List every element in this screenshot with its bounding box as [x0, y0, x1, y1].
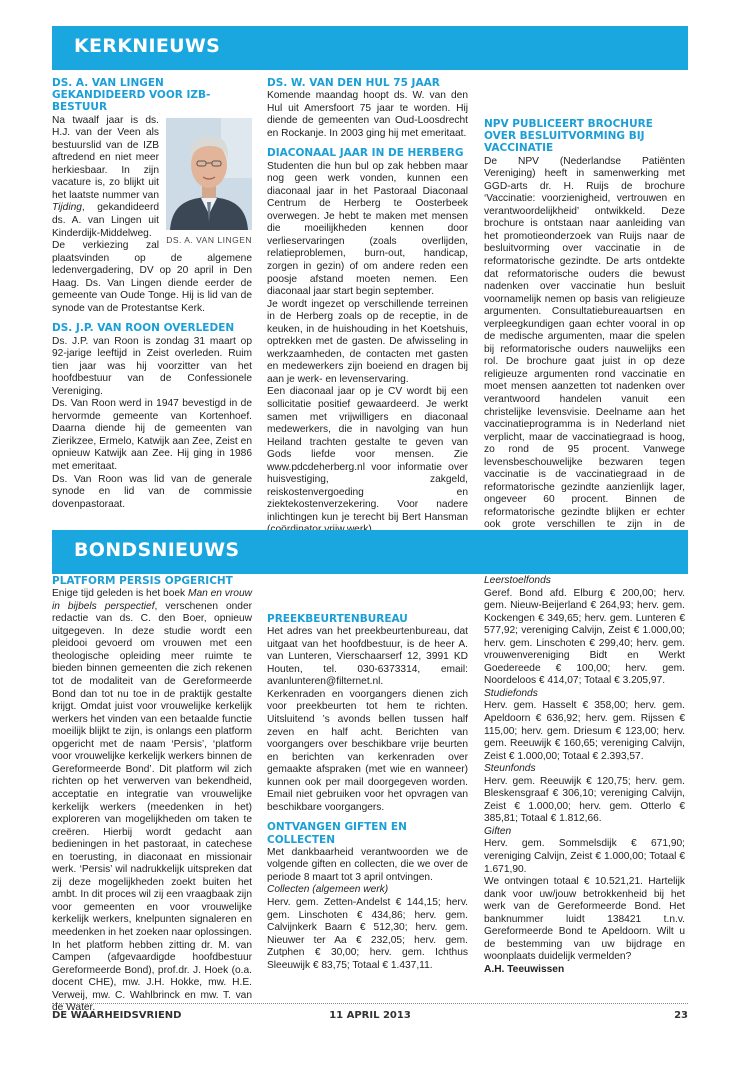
- article-paragraph: Ds. Van Roon was lid van de generale synode en lid van de commissie dovenpastoraat.: [52, 473, 252, 510]
- footer-divider: [52, 1003, 688, 1004]
- signature: A.H. Teeuwissen: [484, 963, 565, 975]
- photo-caption: DS. A. VAN LINGEN: [166, 234, 252, 245]
- subsection-label: Leerstoelfonds: [484, 575, 551, 586]
- subsection-label: Steunfonds: [484, 763, 536, 775]
- article-paragraph: Je wordt ingezet op verschillende terreinen in de Herberg zoals op de receptie, in de keuken, in de huishouding in het Koetshuis, optrekken met de gasten. De afwisseling in werkzaamheden, de contacten met gasten en medewerkers zijn boeiend en dragen bij aan je werk- en levenservaring.: [267, 298, 468, 385]
- kerknieuws-column-3: [484, 118, 685, 545]
- section-title: KERKNIEUWS: [74, 35, 221, 57]
- article-paragraph: In het platform hebben zitting dr. M. van Campen (afgevaardigde hoofdbestuur Gereformeerde Bond), prof.dr. J. Hoek (o.a. docent CHE), mw. J.H. Hokke, mw. H.E. Verweij, mw. C. Wahlbrinck en mw. T. van de Water.: [52, 939, 252, 1014]
- article-paragraph: Ds. J.P. van Roon is zondag 31 maart op 92-jarige leeftijd in Zeist overleden. Ruim tien jaar was hij voorzitter van het hoofdbestuur van de Confessionele Vereniging.: [52, 335, 252, 397]
- closing-paragraph: We ontvingen totaal € 10.521,21. Hartelijk dank voor uw/jouw betrokkenheid bij het werk van de Gereformeerde Bond. Het banknummer luidt 138421 t.n.v. Gereformeerde Bond te Apeldoorn. Wilt u de bestemming van uw bijdrage en woonplaats duidelijk vermelden?: [484, 876, 685, 963]
- article-heading: DIACONAAL JAAR IN DE HERBERG: [267, 147, 464, 160]
- bondsnieuws-banner: [52, 530, 688, 574]
- article-body: Enige tijd geleden is het boek Man en vrouw in bijbels perspectief, verschenen onder redactie van ds. C. den Boer, opnieuw uitgegeven. In deze studie wordt een pleidooi gevoerd om vrouwen met een theologische opleiding meer ruimte te bieden binnen gemeenten die zich rekenen tot de modaliteit van de Gereformeerde Bond dan tot nu toe in de praktijk gestalte krijgt. Omdat juist voor vrouwelijke kerkelijk werkers het vinden van een betaalde functie moeilijk blijkt te zijn, is onlangs een platform opgericht met de naam ‘Persis’, ‘platform voor vrouwelijke kerkelijk werkers binnen de Gereformeerde Bond’. Dit platform wil zich richten op het verwerven van bekendheid, acceptatie en integratie van vrouwelijke kerkelijk werkers (meedenken in het) exploreren van mogelijkheden om taken te creëren. Hierbij wordt gedacht aan bedieningen in het pastoraat, in catechese en toerusting, in diaconaat en missionair werk. ‘Persis’ wil nadrukkelijk uitspreken dat zij deze mogelijkheden zoekt buiten het ambt. In dit proces wil zij een vraagbaak zijn voor gemeenten en voor vrouwelijke kerkelijk werkers, knelpunten signaleren en meedenken in het zoeken naar oplossingen.: [52, 588, 252, 938]
- article-body: Na twaalf jaar is ds. H.J. van der Veen als bestuurslid van de IZB aftredend en niet meer herkiesbaar. In zijn vacature is, zo blijkt uit het laatste nummer van Tijding, gekandideerd ds. A. van Lingen uit Kinderdijk-Middelweg. De verkiezing zal plaatsvinden op de algemene ledenvergadering, DV op 20 april in Den Haag. Ds. Van Lingen diende eerder de gemeente van Oude Tonge. Hij is lid van de synode van de Protestantse Kerk.: [52, 114, 252, 314]
- section-title: BONDSNIEUWS: [74, 539, 240, 561]
- bondsnieuws-column-3: [484, 575, 685, 977]
- article-heading: DS. W. VAN DEN HUL 75 JAAR: [267, 77, 440, 89]
- magazine-name: DE WAARHEIDSVRIEND: [52, 1010, 182, 1021]
- subsection-label: Studiefonds: [484, 687, 538, 699]
- article-paragraph: Met dankbaarheid verantwoorden we de volgende giften en collecten, die we over de periode 8 maart tot 3 april ontvingen.: [267, 846, 468, 883]
- donation-list: Herv. gem. Reeuwijk € 120,75; herv. gem. Bleskensgraaf € 306,10; vereniging Calvijn, Zeist € 1.000,00; herv. gem. Otterlo € 385,81; Totaal € 1.812,66.: [484, 775, 685, 825]
- subsection-label: Giften: [484, 825, 512, 837]
- issue-date: 11 APRIL 2013: [329, 1010, 411, 1021]
- kerknieuws-banner: [52, 26, 688, 70]
- bondsnieuws-column-1: [52, 575, 252, 1015]
- donation-list: Geref. Bond afd. Elburg € 200,00; herv. gem. Nieuw-Beijerland € 264,93; herv. gem. Kockengen € 349,65; herv. gem. Lunteren € 577,92; vereniging Calvijn, Zeist € 1.000,00; herv. gem. Linschoten € 299,40; herv. gem. vrouwenvereniging Bidt en Werkt Goedereede € 100,00; herv. gem. Noordeloos € 414,07; Totaal € 3.205,97.: [484, 587, 685, 687]
- article-paragraph: Kerkenraden en voorgangers dienen zich voor preekbeurten tot hem te richten. Uitsluitend ’s avonds bellen tussen half zeven en half acht. Berichten van voorgangers over beschikbare vrije beurten en berichten van kerkenraden over gemaakte afspraken (met wie en wanneer) kunnen ook per mail doorgegeven worden. Email niet gebruiken voor het opvragen van beschikbare voorgangers.: [267, 688, 468, 813]
- portrait-illustration: [166, 118, 252, 230]
- article-heading: NPV PUBLICEERT BROCHURE OVER BESLUITVORMING BIJ VACCINATIE: [484, 118, 653, 155]
- donation-list: Herv. gem. Hasselt € 358,00; herv. gem. Apeldoorn € 636,92; herv. gem. Rijssen € 115,00; herv. gem. Driesum € 123,00; herv. gem. Reeuwijk € 160,65; vereniging Calvijn, Zeist € 1.000,00; Totaal € 2.393,57.: [484, 700, 685, 762]
- article-heading: DS. J.P. VAN ROON OVERLEDEN: [52, 322, 235, 335]
- page-number: 23: [674, 1010, 688, 1021]
- bondsnieuws-column-2: [267, 613, 468, 972]
- donation-list: Herv. gem. Zetten-Andelst € 144,15; herv. gem. Linschoten € 434,86; herv. gem. Calvijnkerk Baarn € 512,30; herv. gem. Nieuwer ter Aa € 232,05; herv. gem. Zutphen € 30,00; herv. gem. Ichthus Sleeuwijk € 83,75; Totaal € 1.437,11.: [267, 897, 468, 971]
- kerknieuws-column-2: [267, 77, 468, 537]
- article-body: De NPV (Nederlandse Patiënten Vereniging) heeft in samenwerking met GGD-arts dr. H. Ruijs de brochure ‘Vaccinatie: voorzienigheid, vertrouwen en verantwoordelijkheid’ ontwikkeld. Deze brochure is ontstaan naar aanleiding van het promotieonderzoek van Ruijs naar de besluitvorming over vaccinatie in de reformatorische gezindte. De arts ontdekte dat reformatorische ouders die bewust nadenken over vaccinatie hun besluit voornamelijk nemen op basis van religieuze argumenten. Consultatiebureauartsen en verpleegkundigen gaan echter vooral in op de medische argumenten, maar die spelen bij reformatorische ouders nauwelijks een rol. De brochure gaat juist in op deze religieuze argumenten rond vaccinatie en moet mensen aanzetten tot nadenken over verantwoord handelen vanuit een christelijke levensvisie. Deelname aan het vaccinatieprogramma is in Nederland niet verplicht, maar de vaccinatiegraad is hoog, zo rond de 95 procent. Vanwege levensbeschouwelijke bezwaren tegen vaccinatie is de vaccinatiegraad in de reformatorische gezindte aanzienlijk lager, ongeveer 60 procent. Binnen de reformatorische gezindte blijken er echter ook grote verschillen te zijn in de: [484, 155, 685, 531]
- article-heading: DS. A. VAN LINGEN GEKANDIDEERD VOOR IZB-BESTUUR: [52, 77, 211, 114]
- portrait-photo: [166, 118, 252, 247]
- portrait-image: [166, 118, 252, 230]
- article-heading: ONTVANGEN GIFTEN EN COLLECTEN: [267, 821, 407, 846]
- article-paragraph: Ds. Van Roon werd in 1947 bevestigd in de hervormde gemeente van Kortenhoef. Daarna diende hij de gemeenten van Zierikzee, Ermelo, Katwijk aan Zee, Zeist en opnieuw Katwijk aan Zee. Hij ging in 1986 met emeritaat.: [52, 398, 252, 473]
- article-paragraph: Het adres van het preekbeurtenbureau, dat uitgaat van het hoofdbestuur, is de heer A. van Lunteren, Vierschaarserf 12, 3991 KD Houten, tel. 030-6373314, email: avanlunteren@filternet.nl.: [267, 626, 468, 688]
- article-heading: PREEKBEURTENBUREAU: [267, 613, 408, 625]
- kerknieuws-column-1: [52, 77, 252, 511]
- article-heading: PLATFORM PERSIS OPGERICHT: [52, 575, 233, 587]
- article-body: Komende maandag hoopt ds. W. van den Hul uit Amersfoort 75 jaar te worden. Hij diende de gemeenten van Oud-Loosdrecht en Rockanje. In 2003 ging hij met emeritaat.: [267, 90, 468, 139]
- subsection-label: Collecten (algemeen werk): [267, 884, 389, 896]
- article-paragraph: Studenten die hun bul op zak hebben maar nog geen werk vonden, kunnen een diaconaal jaar in het Pastoraal Diaconaal Centrum de Herberg te Oosterbeek overwegen. Je hebt te maken met mensen die moeilijkheden kennen door verlieservaringen (zoals overlijden, relatieproblemen, burn-out, handicap, zorgen in gezin) of om andere reden een poosje afstand moeten nemen. Een diaconaal jaar start begin september.: [267, 160, 468, 298]
- article-paragraph: Een diaconaal jaar op je CV wordt bij een sollicitatie positief gewaardeerd. Je werkt samen met vrijwilligers en diaconaal medewerkers, die in navolging van hun Heiland trachten gestalte te geven van Gods liefde voor mensen. Zie www.pdcdeherberg.nl voor informatie over huisvestiging, zakgeld, reiskostenvergoeding en ziektekostenverzekering. Voor nadere inlichtingen kun je terecht bij Bert Hansman: [267, 386, 468, 523]
- donation-list: Herv. gem. Sommelsdijk € 671,90; vereniging Calvijn, Zeist € 1.000,00; Totaal € 1.671,90.: [484, 838, 685, 875]
